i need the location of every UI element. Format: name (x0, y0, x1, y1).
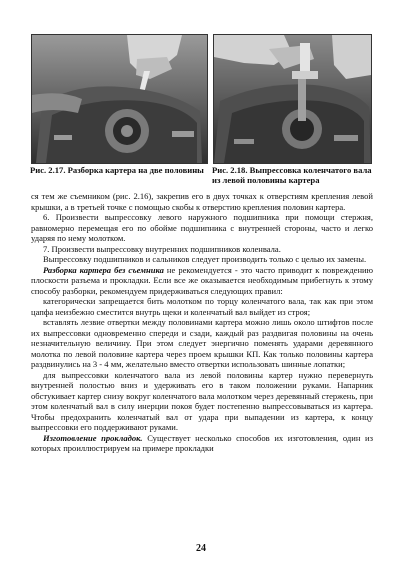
figure-number: Рис. 2.17. (30, 165, 66, 175)
paragraph: Выпрессовку подшипников и сальников следует производить только с целью их замены. (43, 254, 367, 264)
emphasis-heading: Изготовление прокладок. (43, 432, 143, 443)
figure-2-18-caption (212, 165, 374, 185)
paragraph: для выпрессовки коленчатого вала из левой половины картер нужно перевернуть внутренней полостью вниз и удерживать его в таком положении руками. Напарник обстукивает картер снизу вокруг коленчатого вала молотком через деревянный стержень, при этом коленчатый вал в силу инерции покоя будет постепенно выпрессовываться из картера. Чтобы предохранить коленчатый вал от удара при выпадении из картера, к концу выпрессовки его поддерживают руками. (31, 369, 373, 432)
figure-2-18-photo (213, 34, 372, 164)
paragraph: 6. Произвести выпрессовку левого наружного подшипника при помощи стержня, равномерно перемещая его по обойме подшипника с внутренней стороны, часто и легко ударяя по нему молотком. (31, 212, 373, 243)
paragraph: ся тем же съемником (рис. 2.16), закрепив его в двух точках к отверстиям крепления левой крышки, а в третьей точке с помощью скобы к отверстию крепления половин картера. (31, 191, 373, 212)
paragraph: вставлять лезвие отвертки между половинами картера можно лишь около штифтов после их выпрессовки одновременно спереди и сзади, каждый раз раздвигая половины на очень незначительную величину. При этом следует энергично поменять ударами деревянного молотка по левой половине картера через проем крышки КП. Как только половины картера раздвинулись на 3 - 4 мм, желательно вместо отвертки использовать шинные лопатки; (31, 317, 373, 369)
paragraph: Разборка картера без съемника не рекомендуется - это часто приводит к повреждению плоскости разъема и прокладки. Если все же оказывается необходимым прибегнуть к этому способу разборки, рекомендуем придерживаться следующих правил: (31, 264, 373, 296)
paragraph: Изготовление прокладок. Существует несколько способов их изготовления, один из которых проиллюстрируем на примере прокладки (31, 432, 373, 453)
figure-2-17-caption (30, 165, 208, 175)
figure-caption-text: Выпрессовка коленчатого вала из левой половины картера (212, 165, 372, 185)
figure-caption-text: Разборка картера на две половины (67, 165, 204, 175)
figure-number: Рис. 2.18. (212, 165, 248, 175)
paragraph: 7. Произвести выпрессовку внутренних подшипников коленвала. (43, 243, 281, 254)
paragraph: категорически запрещается бить молотком по торцу коленчатого вала, так как при этом цапфа неизбежно сместится внутрь щеки и коленчатый вал выйдет из строя; (31, 296, 373, 317)
emphasis-heading: Разборка картера без съемника (43, 264, 164, 275)
figure-2-17-photo (31, 34, 208, 164)
body-text (31, 191, 373, 454)
page-number: 24 (196, 543, 206, 554)
